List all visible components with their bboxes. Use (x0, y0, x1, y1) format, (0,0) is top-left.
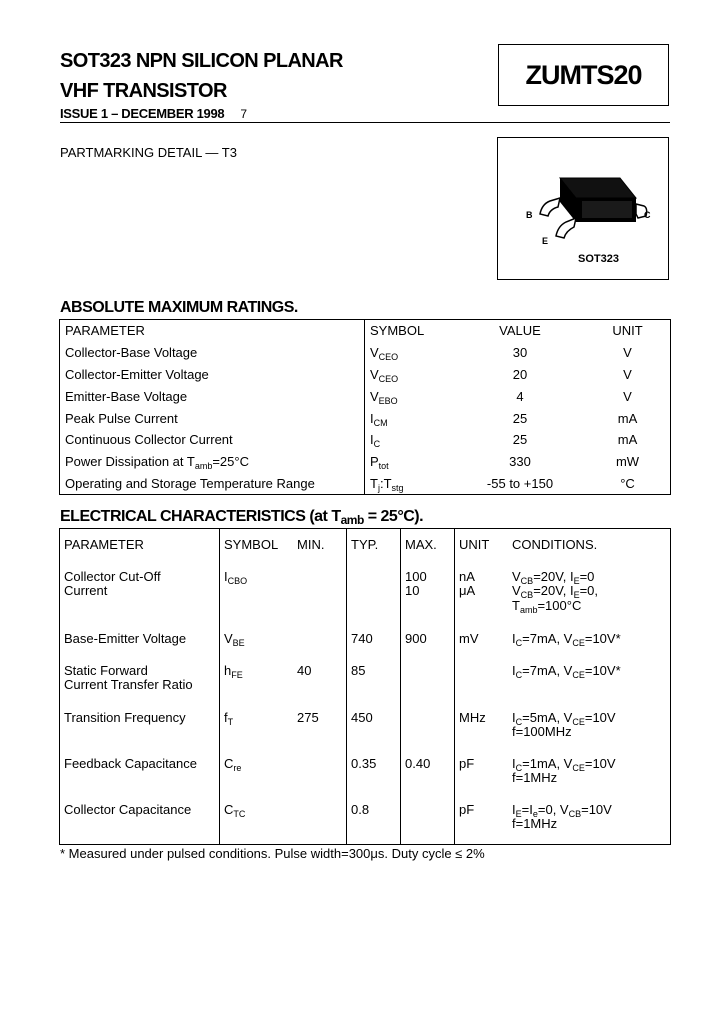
param-cell: Transition Frequency (60, 701, 220, 747)
cond-text: =I (521, 801, 533, 817)
symbol-cell (365, 342, 456, 364)
symbol-cell (220, 622, 294, 654)
pin-b-lead (540, 198, 560, 216)
symbol-cell (220, 654, 294, 701)
page-number: 7 (240, 107, 247, 121)
elec-heading (60, 508, 423, 526)
symbol: T (370, 475, 378, 491)
unit-value: nA (459, 568, 475, 584)
cond-text: =100°C (537, 597, 582, 613)
unit-cell (455, 560, 509, 622)
cond-text: =0, V (537, 801, 569, 817)
col-symbol: SYMBOL (370, 323, 425, 339)
unit-cell: mW (615, 454, 640, 470)
col-value: VALUE (499, 323, 541, 339)
symbol-sub: EBO (378, 395, 398, 406)
symbol-sub: TC (233, 808, 246, 819)
param-line: Collector Cut-Off (64, 568, 161, 584)
footnote: * Measured under pulsed conditions. Pulse width=300μs. Duty cycle ≤ 2% (60, 846, 485, 861)
condition-line (512, 599, 666, 614)
param-cell: Collector-Emitter Voltage (60, 364, 365, 386)
cond-sub: E (515, 808, 522, 819)
symbol-sub: stg (391, 482, 404, 493)
cond-text: I (512, 630, 516, 646)
param-cell: Collector Capacitance (60, 793, 220, 845)
cond-sub: CE (572, 637, 585, 648)
symbol: V (370, 388, 379, 404)
col-unit: UNIT (459, 537, 490, 552)
param-cell: Feedback Capacitance (60, 747, 220, 793)
conditions-cell (508, 560, 671, 622)
max-cell: 0.40 (401, 747, 455, 793)
typ-cell: 740 (347, 622, 401, 654)
conditions-cell (508, 622, 671, 654)
value-cell: 4 (516, 388, 524, 404)
symbol-sub: j (377, 482, 380, 493)
table-row (60, 451, 671, 473)
table-row (60, 407, 671, 429)
unit-cell: pF (459, 801, 475, 817)
col-max: MAX. (401, 529, 455, 560)
cond-text: T (512, 597, 520, 613)
symbol-sub: tot (378, 461, 389, 472)
typ-cell: 85 (347, 654, 401, 701)
title-line-2: VHF TRANSISTOR (60, 80, 227, 102)
symbol: P (370, 454, 379, 470)
table-row (60, 385, 671, 407)
unit-cell: mA (617, 410, 638, 426)
cond-sub: e (532, 808, 538, 819)
max-value: 10 (405, 583, 420, 598)
package-box (497, 137, 669, 280)
param-cell: Continuous Collector Current (60, 429, 365, 451)
param-line: Current (64, 583, 108, 598)
param-line: Static Forward (64, 662, 148, 678)
col-parameter: PARAMETER (60, 320, 365, 342)
condition-line (512, 570, 666, 585)
cond-text: =10V (584, 709, 616, 725)
symbol-sub: C (373, 439, 381, 450)
conditions-cell (508, 654, 671, 701)
table-row (60, 654, 671, 701)
symbol: I (370, 432, 374, 448)
cond-sub: CB (520, 590, 534, 600)
table-row (60, 793, 671, 845)
unit-cell: V (623, 388, 632, 404)
param-cell: Base-Emitter Voltage (60, 622, 220, 654)
min-cell (293, 747, 347, 793)
symbol: I (370, 410, 374, 426)
value-cell: 330 (509, 454, 531, 470)
package-label: SOT323 (578, 253, 619, 265)
unit-cell: °C (620, 475, 635, 491)
value-cell: -55 to +150 (486, 475, 554, 491)
table-header-row (60, 320, 671, 342)
max-cell (401, 793, 455, 845)
table-row (60, 701, 671, 747)
min-cell (293, 622, 347, 654)
cond-text: =7mA, V (522, 630, 573, 646)
title-line-1: SOT323 NPN SILICON PLANAR (60, 50, 343, 72)
table-row (60, 622, 671, 654)
max-cell: 900 (401, 622, 455, 654)
unit-cell: pF (459, 755, 475, 771)
symbol-sub: re (233, 762, 242, 773)
param-line: Current Transfer Ratio (64, 677, 193, 692)
table-row (60, 747, 671, 793)
typ-cell (347, 560, 401, 622)
condition-line (512, 757, 666, 772)
cond-text: I (512, 801, 516, 817)
cond-sub: CB (520, 575, 534, 586)
cond-text: =1mA, V (522, 755, 573, 771)
symbol-cell (220, 560, 294, 622)
param-cell (60, 451, 365, 473)
col-unit: UNIT (612, 323, 643, 339)
symbol-cell (365, 451, 456, 473)
cond-text: I (512, 755, 516, 771)
cond-text: =20V, I (533, 568, 574, 584)
conditions-cell (508, 747, 671, 793)
pin-c-label: C (644, 210, 651, 220)
part-number: ZUMTS20 (525, 59, 642, 90)
unit-cell: mA (617, 432, 638, 448)
symbol-sub: T (227, 716, 234, 727)
conditions-cell (508, 701, 671, 747)
symbol: V (370, 366, 379, 382)
cond-sub: C (515, 669, 523, 680)
symbol-sub: CEO (378, 373, 399, 384)
cond-sub: C (515, 716, 523, 727)
symbol: C (224, 755, 234, 771)
max-cell (401, 701, 455, 747)
symbol: V (370, 345, 379, 361)
cond-text: V (512, 568, 521, 584)
abs-max-table (59, 319, 671, 495)
condition-line (512, 711, 666, 726)
symbol-sub: FE (231, 669, 243, 680)
param-cell: Peak Pulse Current (60, 407, 365, 429)
cond-sub: CE (572, 716, 585, 727)
symbol-sub: CM (373, 417, 388, 428)
abs-max-heading: ABSOLUTE MAXIMUM RATINGS. (60, 299, 298, 316)
max-cell (401, 560, 455, 622)
condition-line: f=1MHz (512, 770, 558, 785)
table-row (60, 364, 671, 386)
cond-sub: E (573, 575, 580, 586)
cond-text: I (512, 662, 516, 678)
heading-text: = 25°C). (363, 508, 424, 525)
sot323-package-drawing (498, 138, 667, 278)
pin-b-label: B (526, 210, 533, 220)
table-header-row (60, 529, 671, 560)
part-number-box (498, 44, 669, 106)
condition-line (512, 584, 666, 599)
value-cell: 20 (512, 366, 528, 382)
symbol-cell (365, 407, 456, 429)
cond-text: =10V (581, 801, 612, 817)
cond-sub: CE (572, 669, 585, 680)
cond-text: I (512, 709, 516, 725)
symbol: I (224, 568, 228, 584)
symbol-cell (365, 385, 456, 407)
unit-cell: V (623, 345, 632, 361)
param-cell (60, 654, 220, 701)
header-rule (60, 122, 670, 123)
symbol-cell (220, 747, 294, 793)
col-parameter: PARAMETER (60, 529, 220, 560)
typ-cell: 0.8 (347, 793, 401, 845)
symbol: V (224, 630, 233, 646)
symbol-sub: CEO (378, 352, 399, 363)
heading-sub: amb (340, 513, 364, 527)
col-typ: TYP. (347, 529, 401, 560)
col-conditions: CONDITIONS. (512, 537, 598, 552)
col-min: MIN. (293, 529, 347, 560)
pin-e-lead (556, 218, 576, 238)
cond-text: V (512, 583, 521, 598)
min-cell (293, 793, 347, 845)
min-cell (293, 560, 347, 622)
table-row (60, 473, 671, 495)
condition-line (512, 803, 666, 818)
typ-cell: 0.35 (347, 747, 401, 793)
condition-line: f=100MHz (512, 724, 572, 739)
partmarking-detail: PARTMARKING DETAIL — T3 (60, 145, 237, 160)
cond-text: =0, (579, 583, 599, 598)
cond-text: =7mA, V (522, 662, 573, 678)
max-value: 100 (405, 568, 427, 584)
param-text: =25°C (212, 454, 249, 470)
param-cell: Emitter-Base Voltage (60, 385, 365, 407)
elec-table (59, 528, 671, 845)
symbol-cell (365, 473, 456, 495)
condition-line: f=1MHz (512, 816, 558, 831)
cond-text: =10V* (584, 662, 621, 678)
unit-value: μA (459, 583, 476, 598)
issue-line (60, 106, 247, 121)
symbol: C (224, 801, 234, 817)
min-cell: 40 (293, 654, 347, 701)
cond-sub: CE (572, 762, 585, 773)
symbol-sub: CBO (227, 575, 248, 586)
symbol: :T (379, 475, 392, 491)
table-row (60, 560, 671, 622)
pin-e-label: E (542, 236, 549, 246)
symbol-sub: BE (232, 637, 245, 648)
heading-text: ELECTRICAL CHARACTERISTICS (at T (60, 508, 341, 525)
value-cell: 25 (512, 410, 528, 426)
table-row (60, 342, 671, 364)
symbol: f (224, 709, 228, 725)
cond-sub: CB (568, 808, 582, 819)
cond-sub: C (515, 762, 523, 773)
value-cell: 25 (512, 432, 528, 448)
unit-cell: MHz (459, 709, 486, 725)
param-text: Power Dissipation at T (65, 454, 195, 470)
typ-cell: 450 (347, 701, 401, 747)
param-cell (60, 560, 220, 622)
cond-text: =5mA, V (522, 709, 573, 725)
symbol-cell (220, 701, 294, 747)
unit-cell (455, 654, 509, 701)
table-row (60, 429, 671, 451)
symbol: h (224, 662, 232, 678)
cond-sub: C (515, 637, 523, 648)
min-cell: 275 (293, 701, 347, 747)
cond-text: =10V (584, 755, 616, 771)
col-symbol: SYMBOL (224, 537, 279, 552)
cond-text: =10V* (584, 630, 621, 646)
cond-sub: amb (519, 604, 538, 615)
issue-date: ISSUE 1 – DECEMBER 1998 (60, 106, 225, 121)
conditions-cell (508, 793, 671, 845)
unit-cell: V (623, 366, 632, 382)
unit-cell: mV (459, 630, 479, 646)
param-sub: amb (194, 461, 213, 472)
symbol-cell (220, 793, 294, 845)
value-cell: 30 (512, 345, 528, 361)
cond-text: =20V, I (533, 583, 574, 598)
param-cell: Operating and Storage Temperature Range (60, 473, 365, 495)
symbol-cell (365, 364, 456, 386)
symbol-cell (365, 429, 456, 451)
param-cell: Collector-Base Voltage (60, 342, 365, 364)
cond-text: =0 (579, 568, 595, 584)
max-cell (401, 654, 455, 701)
cond-sub: E (573, 590, 580, 600)
